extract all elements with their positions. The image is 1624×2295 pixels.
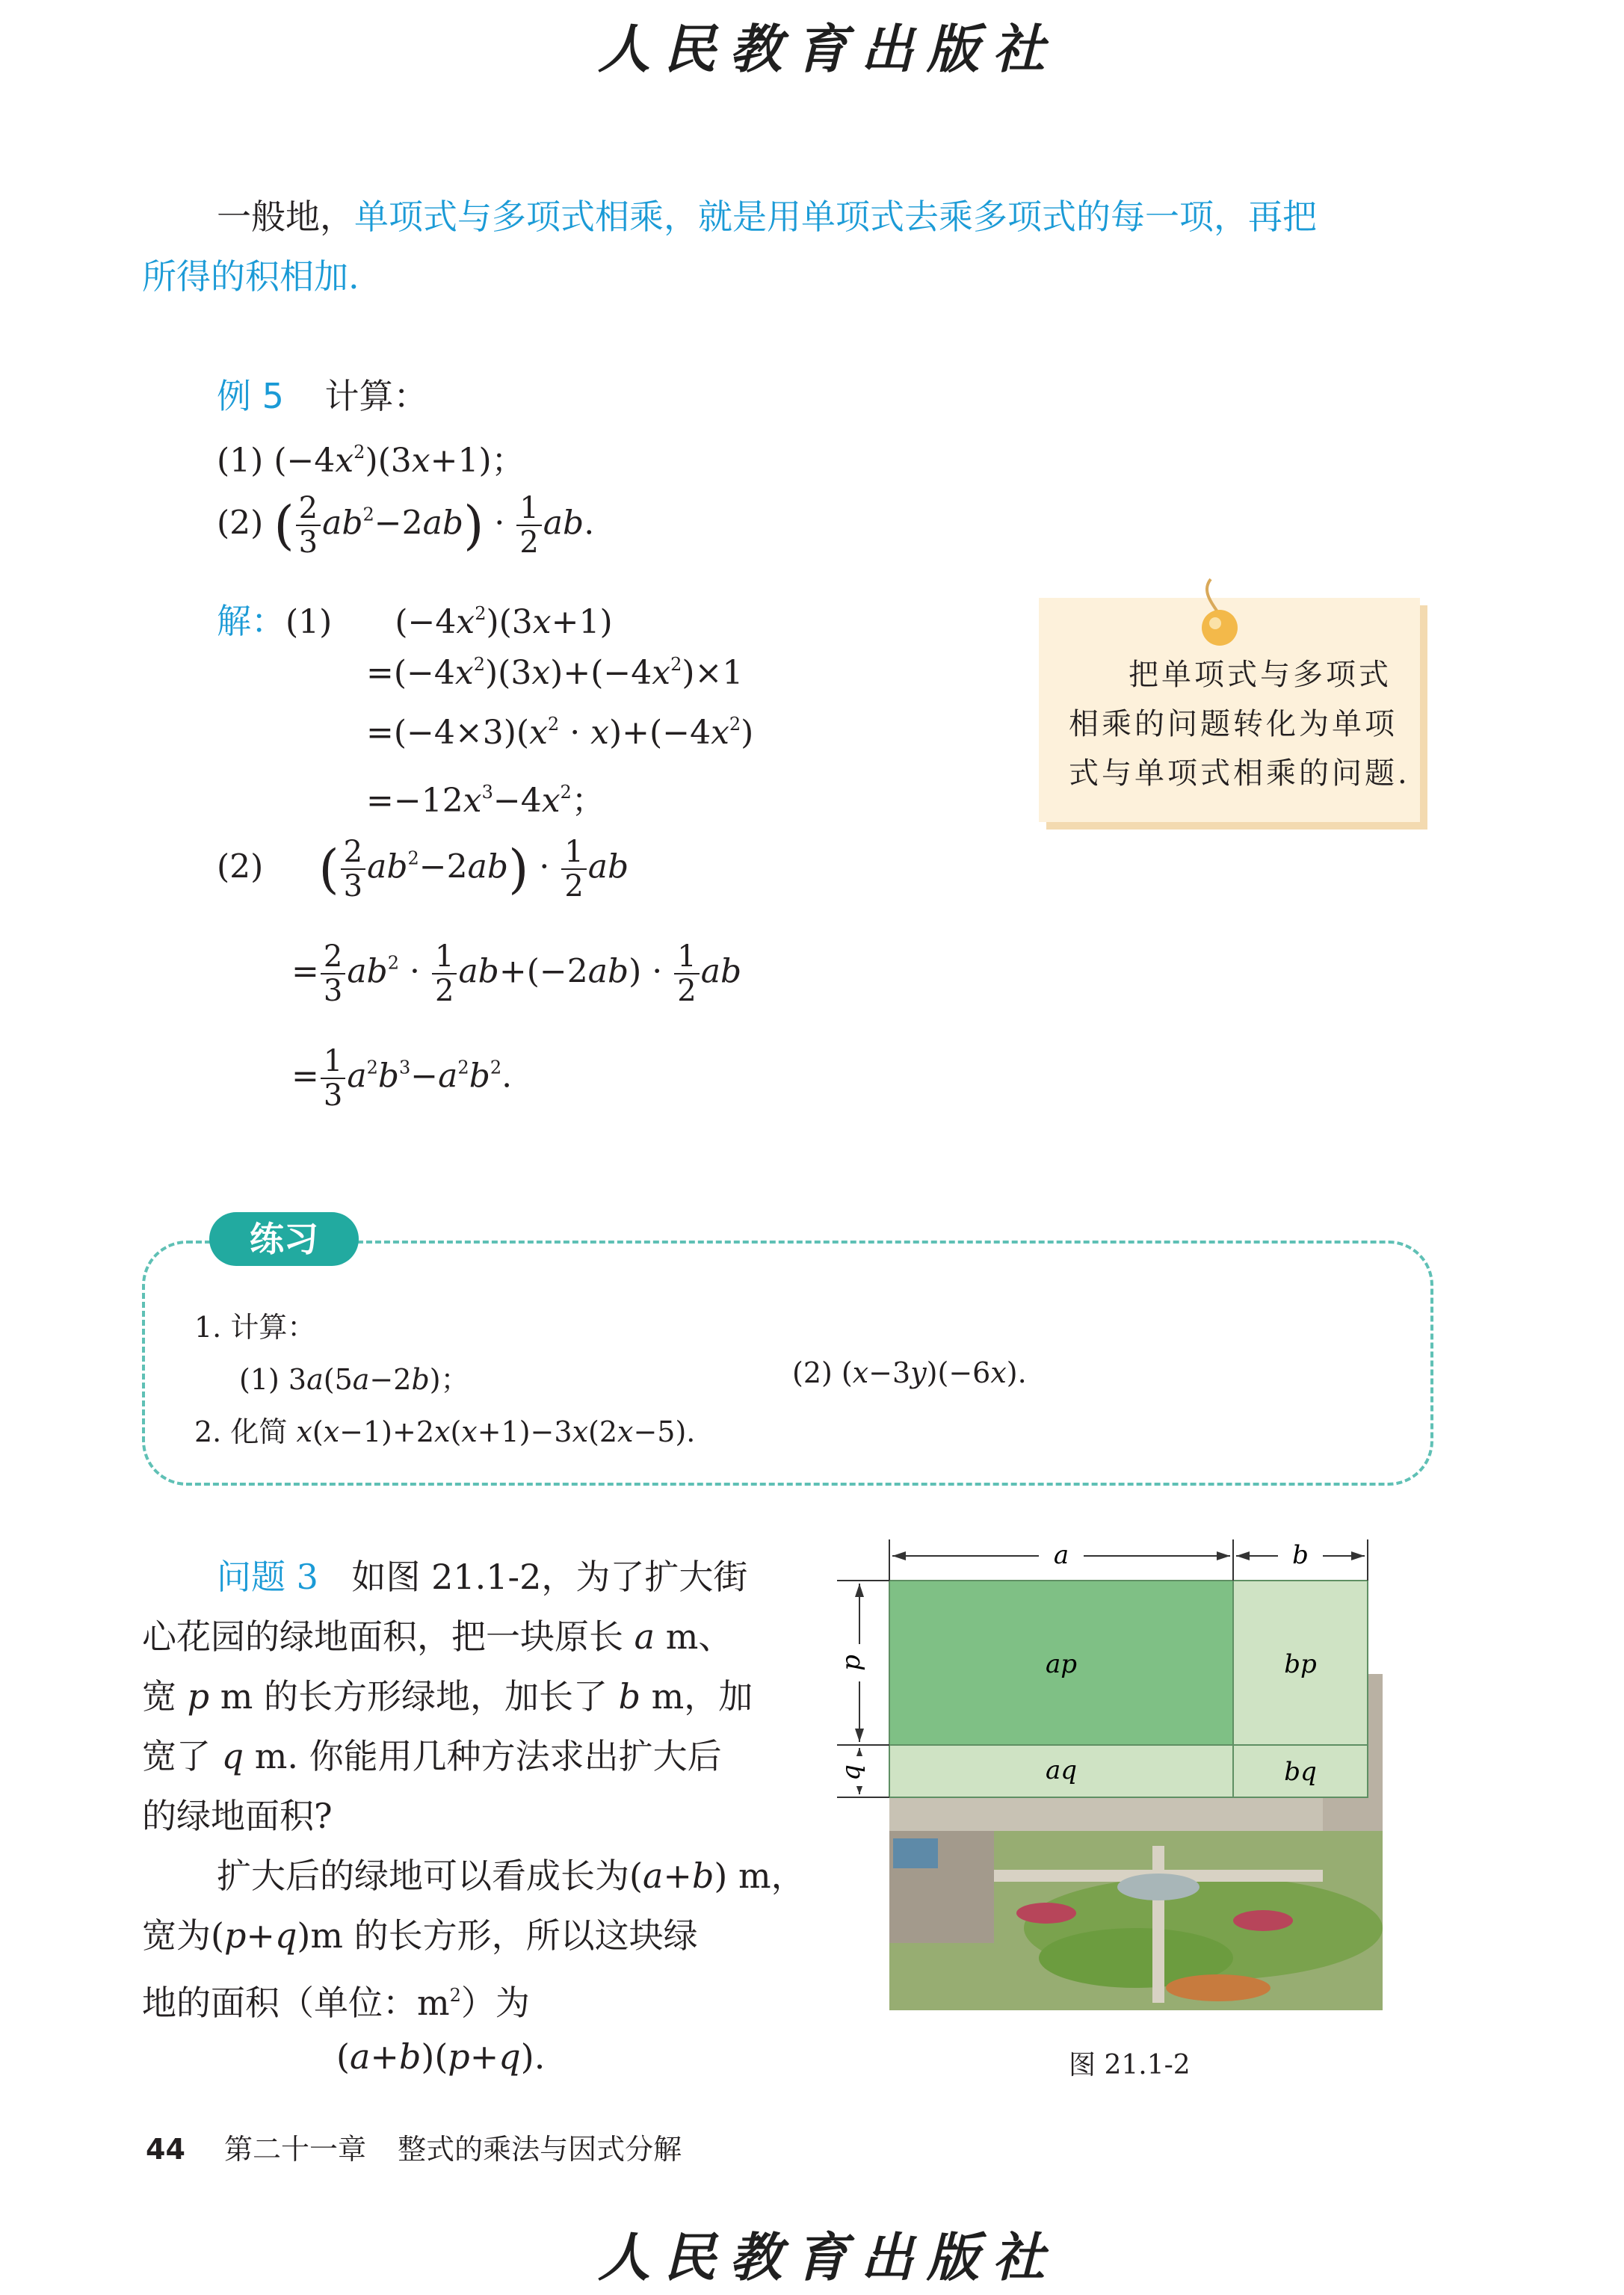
problem3-text-4b: m. 你能用几种方法求出扩大后 [254,1736,722,1776]
rule-emphasis-1: 单项式与多项式相乘，就是用单项式去乘多项式的每一项，再把 [354,197,1317,237]
page-footer [146,2126,682,2167]
label-p: p [836,1655,866,1671]
side-note [1039,598,1420,822]
label-aq: aq [1045,1755,1078,1785]
problem3-text-3c: m，加 [651,1676,753,1717]
example-instruction: 计算： [324,376,428,416]
practice-tab: 练习 [209,1212,359,1266]
problem-1: (1) $(-4x^2)(3x+1)$； [217,442,525,480]
practice-q1b: (2) (x−3y)(−6x). [792,1356,1027,1389]
problem3-text-2a: 心花园的绿地面积，把一块原长 [142,1616,623,1657]
chapter-number: 第二十一章 [223,2133,366,2166]
problem3-text-3a: 宽 [142,1676,176,1717]
note-line-1: 把单项式与多项式 [1129,658,1392,692]
problem3-line-7: 宽为(p+q)m 的长方形，所以这块绿 [142,1915,698,1956]
label-ap: ap [1045,1649,1078,1679]
problem3-text-6b: m， [738,1856,806,1896]
label-bp: bp [1284,1649,1317,1679]
problem3-line-8: 地的面积（单位：$m^2$）为 [142,1983,530,2023]
problem3-label: 问题 3 [217,1557,318,1597]
problem3-line-1 [217,1547,747,1607]
rule-line-2: 所得的积相加. [142,256,359,297]
solution-2-line-2: = $\frac{2}{3}$ $ab^2$ · $\frac{1}{2}$ ab+(−2ab) · $\frac{1}{2}$ ab [291,939,742,1008]
figure-caption: 图 21.1-2 [1069,2050,1191,2081]
practice-q2-lead: 2. 化简 [194,1415,288,1448]
example-label: 例 5 [217,376,284,416]
chapter-title: 整式的乘法与因式分解 [398,2133,682,2166]
problem3-line-5: 的绿地面积? [142,1796,333,1836]
label-bq: bq [1284,1757,1317,1787]
solution-1-line-1: 解：(1) $(-4x^2)(3x+1)$ [217,601,613,641]
problem3-area-formula: (a+b)(p+q). [336,2036,546,2077]
solution-1-line-4: $=-12x^3-4x^2$； [366,782,605,820]
figure-21-1-2 [815,1539,1405,2033]
problem3-text-3b: m 的长方形绿地，加长了 [220,1676,608,1717]
problem3-line-4: 宽了 q m. 你能用几种方法求出扩大后 [142,1736,722,1776]
problem3-line-6: 扩大后的绿地可以看成长为(a+b) m， [217,1856,806,1896]
publisher-logo-bottom: 人民教育出版社 [598,2226,1058,2288]
problem3-text-6a: 扩大后的绿地可以看成长为 [217,1856,629,1896]
problem3-text-7a: 宽为 [142,1915,211,1956]
practice-q1a: (1) 3a(5a−2b)； [239,1363,469,1396]
problem3-text-7b: m 的长方形，所以这块绿 [310,1915,698,1956]
problem3-text-2b: m、 [665,1616,733,1657]
solution-1-line-3: $=(-4\times 3)(x^2 \cdot x)+(-4x^2)$ [366,714,754,752]
practice-q1a-number: (1) [239,1363,280,1396]
note-line-2: 相乘的问题转化为单项 [1069,707,1398,741]
pin-icon [1188,575,1248,650]
problem-2-number: (2) [217,504,264,543]
practice-q2: 2. 化简 x(x−1)+2x(x+1)−3x(2x−5). [194,1415,696,1448]
example-heading [217,366,428,426]
problem3-text-8b: ）为 [460,1983,530,2023]
problem3-text-4a: 宽了 [142,1736,211,1776]
problem3-line-2: 心花园的绿地面积，把一块原长 a m、 [142,1616,733,1657]
solution-label: 解： [217,601,285,641]
problem-2: (2) ( $\frac{2}{3}$ $ab^2-2ab$) · $\frac{1}{2}$ ab. [217,491,595,560]
problem3-line-3: 宽 p m 的长方形绿地，加长了 b m，加 [142,1676,753,1717]
label-b: b [1292,1540,1309,1570]
page-number: 44 [146,2133,185,2166]
problem3-text-8a: 地的面积（单位：m [142,1983,450,2023]
label-q: q [836,1764,866,1781]
practice-q1b-number: (2) [792,1356,833,1389]
rule-line-1 [217,187,1317,247]
solution-2-line-1: (2) ( $\frac{2}{3}$ $ab^2-2ab$) · $\frac{1}{2}$ ab [217,835,629,904]
practice-q1: 1. 计算： [194,1311,316,1344]
note-line-3: 式与单项式相乘的问题. [1069,756,1410,791]
problem3-text-1: 如图 21.1-2，为了扩大街 [351,1557,748,1597]
solution-1-line-2: $=(-4x^2)(3x)+(-4x^2)\times 1$ [366,654,744,692]
label-a: a [1053,1540,1069,1570]
solution-1-number: (1) [285,603,333,641]
solution-2-line-3: = $\frac{1}{3}$ $a^2b^3-a^2b^2$. [291,1044,513,1113]
problem-1-number: (1) [217,442,264,480]
solution-2-number: (2) [217,847,264,886]
publisher-logo-top: 人民教育出版社 [598,18,1058,80]
rule-lead: 一般地， [217,197,354,237]
